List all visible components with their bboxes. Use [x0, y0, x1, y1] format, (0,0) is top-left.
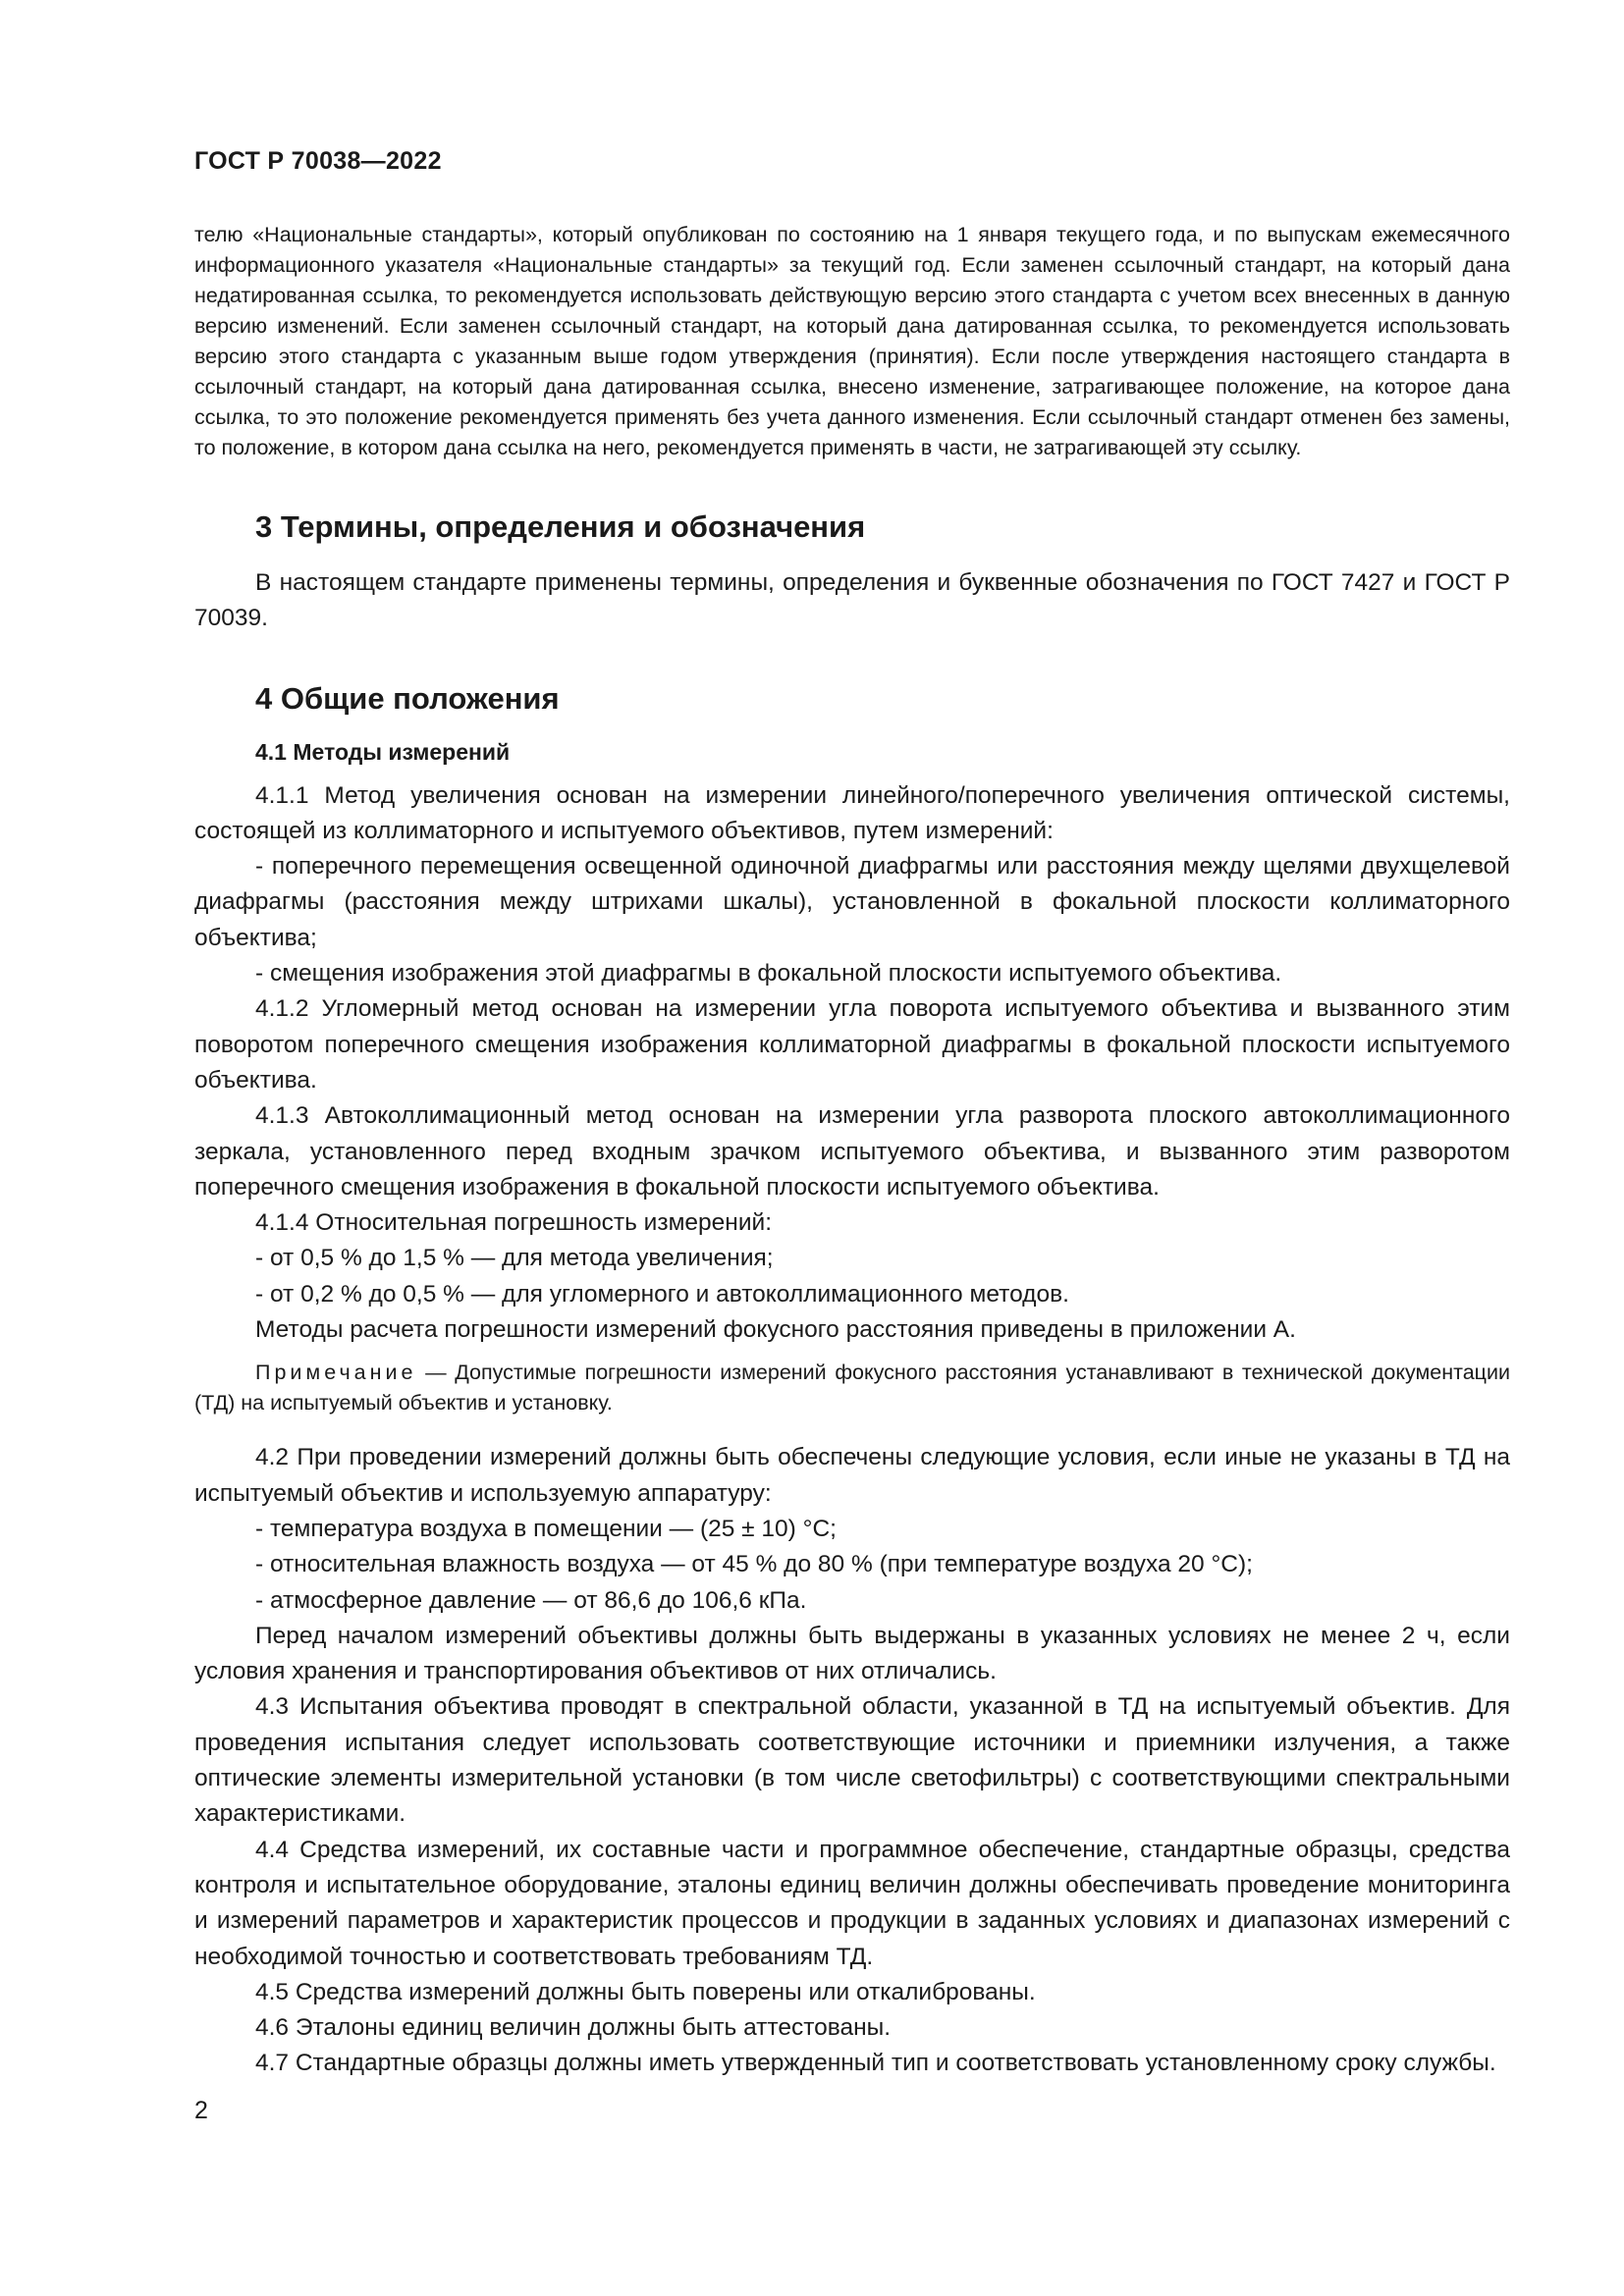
note-label: Примечание [255, 1361, 417, 1385]
paragraph-4-3: 4.3 Испытания объектива проводят в спектральной области, указанной в ТД на испытуемый объектив. Для проведения испытания следует использовать соответствующие источники и приемники излучения, а также оптические элементы измерительной установки (в том числе светофильтры) с соответствующими спектральными характеристиками. [194, 1693, 1510, 1828]
note-text: — Допустимые погрешности измерений фокусного расстояния устанавливают в технической документации (ТД) на испытуемый объектив и установку. [194, 1361, 1510, 1415]
paragraph-methods: Методы расчета погрешности измерений фокусного расстояния приведены в приложении А. [255, 1316, 1296, 1344]
list-item: - атмосферное давление — от 86,6 до 106,6 кПа. [255, 1586, 807, 1614]
paragraph-4-1-2: 4.1.2 Угломерный метод основан на измерении угла поворота испытуемого объектива и вызванного этим поворотом поперечного смещения изображения коллиматорной диафрагмы в фокальной плоскости испытуемого объектива. [194, 995, 1510, 1094]
section-4-1-heading: 4.1 Методы измерений [255, 738, 511, 765]
paragraph-4-1-3: 4.1.3 Автоколлимационный метод основан на измерении угла разворота плоского автоколлимационного зеркала, установленного перед входным зрачком испытуемого объектива, и вызванного этим разворотом поперечного смещения изображения в фокальной плоскости испытуемого объектива. [194, 1102, 1510, 1201]
list-item: - от 0,5 % до 1,5 % — для метода увеличения; [255, 1245, 774, 1272]
document-body [194, 220, 1510, 2082]
list-item: - смещения изображения этой диафрагмы в фокальной плоскости испытуемого объектива. [255, 960, 1282, 988]
paragraph-4-2-after: Перед началом измерений объективы должны быть выдержаны в указанных условиях не менее 2 ч, если условия хранения и транспортирования объективов от них отличались. [194, 1622, 1510, 1685]
document-page [194, 0, 1510, 2296]
section-3-heading: 3 Термины, определения и обозначения [255, 509, 866, 544]
section-4-heading: 4 Общие положения [255, 680, 560, 716]
note [194, 1358, 1510, 1418]
document-header: ГОСТ Р 70038—2022 [194, 147, 442, 175]
paragraph-4-5: 4.5 Средства измерений должны быть поверены или откалиброваны. [255, 1978, 1036, 2005]
page-number: 2 [194, 2097, 208, 2124]
list-item: - относительная влажность воздуха — от 45 % до 80 % (при температуре воздуха 20 °С); [255, 1551, 1253, 1578]
paragraph-4-1-4: 4.1.4 Относительная погрешность измерений: [255, 1209, 772, 1237]
paragraph-4-2: 4.2 При проведении измерений должны быть обеспечены следующие условия, если иные не указаны в ТД на испытуемый объектив и используемую аппаратуру: [194, 1444, 1510, 1507]
list-item: - поперечного перемещения освещенной одиночной диафрагмы или расстояния между щелями двухщелевой диафрагмы (расстояния между штрихами шкалы), установленной в фокальной плоскости коллиматорного объектива; [194, 853, 1510, 951]
paragraph-4-6: 4.6 Эталоны единиц величин должны быть аттестованы. [255, 2014, 892, 2042]
list-item: - от 0,2 % до 0,5 % — для угломерного и автоколлимационного методов. [255, 1280, 1069, 1308]
paragraph-4-7: 4.7 Стандартные образцы должны иметь утвержденный тип и соответствовать установленному сроку службы. [255, 2050, 1496, 2077]
section-3-text: В настоящем стандарте применены термины, определения и буквенные обозначения по ГОСТ 7427 и ГОСТ Р 70039. [194, 569, 1510, 632]
paragraph-4-1-1: 4.1.1 Метод увеличения основан на измерении линейного/поперечного увеличения оптической системы, состоящей из коллиматорного и испытуемого объективов, путем измерений: [194, 781, 1510, 844]
list-item: - температура воздуха в помещении — (25 ± 10) °С; [255, 1515, 837, 1542]
paragraph-4-4: 4.4 Средства измерений, их составные части и программное обеспечение, стандартные образцы, средства контроля и испытательное оборудование, эталоны единиц величин должны обеспечивать проведение мониторинга и измерений параметров и характеристик процессов и продукции в заданных условиях и диапазонах измерений с необходимой точностью и соответствовать требованиям ТД. [194, 1836, 1510, 1970]
intro-paragraph: телю «Национальные стандарты», который опубликован по состоянию на 1 января текущего года, и по выпускам ежемесячного информационного указателя «Национальные стандарты» за текущий год. Если заменен ссылочный стандарт, на который дана недатированная ссылка, то рекомендуется использовать действующую версию этого стандарта с учетом всех внесенных в данную версию изменений. Если заменен ссылочный стандарт, на который дана датированная ссылка, то рекомендуется использовать версию этого стандарта с указанным выше годом утверждения (принятия). Если после утверждения настоящего стандарта в ссылочный стандарт, на который дана датированная ссылка, внесено изменение, затрагивающее положение, на которое дана ссылка, то это положение рекомендуется применять без учета данного изменения. Если ссылочный стандарт отменен без замены, то положение, в котором дана ссылка на него, рекомендуется применять в части, не затрагивающей эту ссылку. [194, 223, 1510, 459]
